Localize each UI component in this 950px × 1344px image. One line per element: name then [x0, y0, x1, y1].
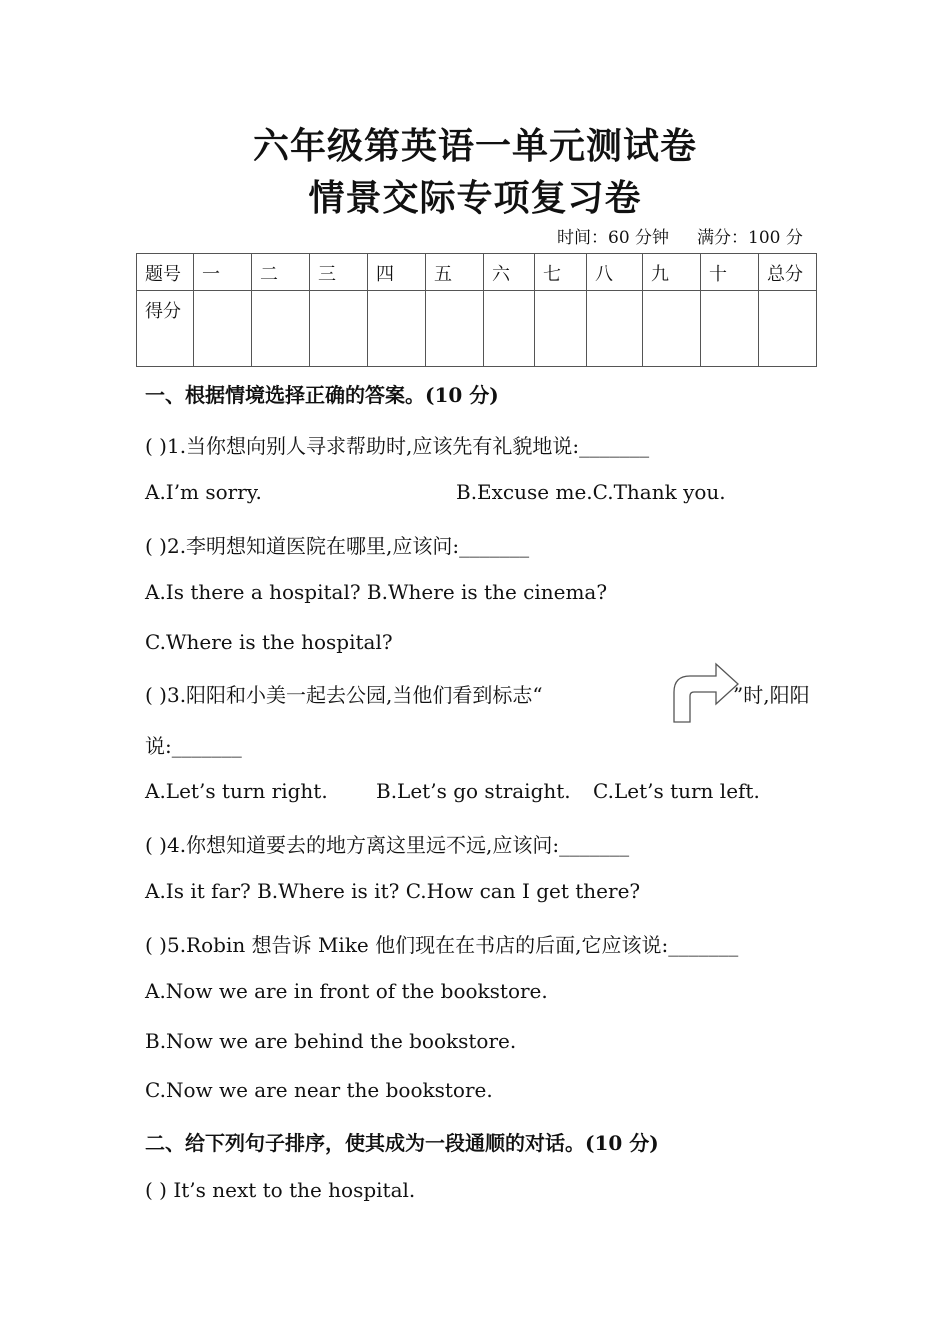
- score-table-col-2: 二: [252, 254, 310, 291]
- question-3-option-a: A.Let’s turn right.: [145, 779, 328, 803]
- question-1-option-a: A.I’m sorry.: [145, 480, 262, 504]
- question-3-option-c: C.Let’s turn left.: [593, 779, 760, 803]
- question-5-stem: ( )5.Robin 想告诉 Mike 他们现在在书店的后面,它应该说:_______: [145, 933, 739, 957]
- score-cell[interactable]: [587, 291, 643, 367]
- question-1-stem: ( )1.当你想向别人寻求帮助时,应该先有礼貌地说:_______: [145, 434, 650, 458]
- question-4-options: A.Is it far? B.Where is it? C.How can I get there?: [145, 879, 641, 903]
- score-cell[interactable]: [701, 291, 759, 367]
- question-3-stem-end: ”时,阳阳: [733, 683, 810, 707]
- score-table-row-label: 得分: [137, 291, 194, 367]
- title-line-1: 六年级第英语一单元测试卷: [252, 125, 697, 167]
- score-cell[interactable]: [368, 291, 426, 367]
- score-table-col-1: 一: [194, 254, 252, 291]
- score-cell[interactable]: [535, 291, 587, 367]
- question-3-stem: ( )3.阳阳和小美一起去公园,当他们看到标志“: [145, 683, 543, 707]
- question-3-stem-cont: 说:_______: [145, 734, 242, 758]
- score-table-col-5: 五: [426, 254, 484, 291]
- question-3-option-b: B.Let’s go straight.: [376, 779, 571, 803]
- score-cell[interactable]: [426, 291, 484, 367]
- section-1-heading: 一、根据情境选择正确的答案。(10 分): [145, 383, 499, 407]
- time-info: 时间：60 分钟: [557, 228, 670, 248]
- score-table-col-total: 总分: [759, 254, 817, 291]
- title-line-2: 情景交际专项复习卷: [308, 177, 642, 219]
- score-cell[interactable]: [252, 291, 310, 367]
- score-table-col-9: 九: [643, 254, 701, 291]
- score-cell[interactable]: [759, 291, 817, 367]
- question-1-option-bc: B.Excuse me.C.Thank you.: [456, 480, 726, 504]
- score-table: [136, 253, 817, 367]
- score-table-col-3: 三: [310, 254, 368, 291]
- question-2-option-c: C.Where is the hospital?: [145, 630, 393, 654]
- score-cell[interactable]: [484, 291, 535, 367]
- question-4-stem: ( )4.你想知道要去的地方离这里远不远,应该问:_______: [145, 833, 630, 857]
- section-2-item-1: ( ) It’s next to the hospital.: [145, 1178, 416, 1202]
- score-table-col-6: 六: [484, 254, 535, 291]
- score-table-col-8: 八: [587, 254, 643, 291]
- question-5-option-c: C.Now we are near the bookstore.: [145, 1078, 493, 1102]
- score-cell[interactable]: [643, 291, 701, 367]
- turn-right-arrow-icon: [672, 662, 740, 724]
- question-5-option-b: B.Now we are behind the bookstore.: [145, 1029, 517, 1053]
- score-table-col-10: 十: [701, 254, 759, 291]
- score-info: 满分：100 分: [697, 228, 803, 248]
- score-table-header-row: [137, 254, 817, 291]
- score-table-score-row: [137, 291, 817, 367]
- score-table-col-4: 四: [368, 254, 426, 291]
- section-2-heading: 二、给下列句子排序，使其成为一段通顺的对话。(10 分): [145, 1131, 659, 1155]
- score-cell[interactable]: [194, 291, 252, 367]
- question-2-stem: ( )2.李明想知道医院在哪里,应该问:_______: [145, 534, 530, 558]
- question-2-options-ab: A.Is there a hospital? B.Where is the cinema?: [145, 580, 608, 604]
- score-table-col-7: 七: [535, 254, 587, 291]
- score-cell[interactable]: [310, 291, 368, 367]
- score-table-header-label: 题号: [137, 254, 194, 291]
- question-5-option-a: A.Now we are in front of the bookstore.: [145, 979, 548, 1003]
